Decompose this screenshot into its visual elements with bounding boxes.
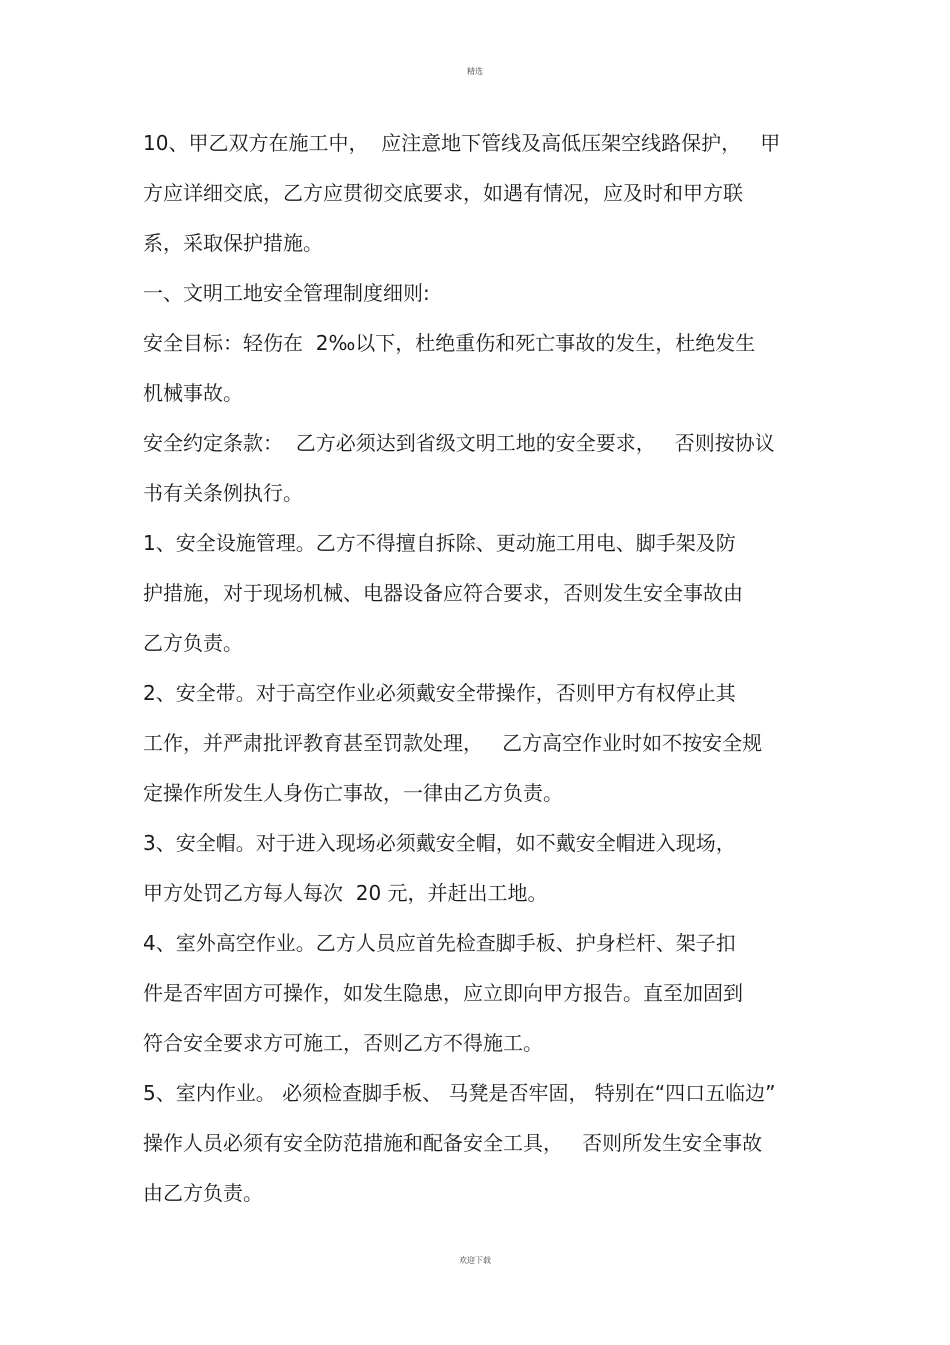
text-line: 件是否牢固方可操作，如发生隐患，应立即向甲方报告。直至加固到 <box>143 981 743 1005</box>
text-line: 操作人员必须有安全防范措施和配备安全工具， 否则所发生安全事故 <box>143 1131 763 1155</box>
text-line: 安全约定条款： 乙方必须达到省级文明工地的安全要求， 否则按协议 <box>143 431 775 455</box>
text-line: 3、安全帽。对于进入现场必须戴安全帽，如不戴安全帽进入现场， <box>143 831 736 855</box>
text-line: 安全目标：轻伤在 2‰以下，杜绝重伤和死亡事故的发生，杜绝发生 <box>143 331 756 355</box>
text-line: 机械事故。 <box>143 381 243 405</box>
section-heading: 一、文明工地安全管理制度细则: <box>143 281 430 305</box>
text-line: 书有关条例执行。 <box>143 481 303 505</box>
page-header: 精选 <box>467 67 483 76</box>
text-line: 乙方负责。 <box>143 631 243 655</box>
text-line: 方应详细交底，乙方应贯彻交底要求，如遇有情况，应及时和甲方联 <box>143 181 743 205</box>
text-line: 工作，并严肃批评教育甚至罚款处理， 乙方高空作业时如不按安全规 <box>143 731 763 755</box>
text-line: 甲方处罚乙方每人每次 20 元，并赶出工地。 <box>143 881 548 905</box>
text-line: 4、室外高空作业。乙方人员应首先检查脚手板、护身栏杆、架子扣 <box>143 931 736 955</box>
text-line: 护措施，对于现场机械、电器设备应符合要求，否则发生安全事故由 <box>143 581 743 605</box>
text-line: 1、安全设施管理。乙方不得擅自拆除、更动施工用电、脚手架及防 <box>143 531 736 555</box>
text-line: 2、安全带。对于高空作业必须戴安全带操作，否则甲方有权停止其 <box>143 681 736 705</box>
text-line: 系，采取保护措施。 <box>143 231 323 255</box>
text-line: 10、甲乙双方在施工中， 应注意地下管线及高低压架空线路保护， 甲 <box>143 131 781 155</box>
text-line: 由乙方负责。 <box>143 1181 263 1205</box>
page-footer: 欢迎下载 <box>459 1256 491 1265</box>
text-line: 5、室内作业。 必须检查脚手板、 马凳是否牢固， 特别在“四口五临边” <box>143 1081 776 1105</box>
text-line: 定操作所发生人身伤亡事故，一律由乙方负责。 <box>143 781 563 805</box>
text-line: 符合安全要求方可施工，否则乙方不得施工。 <box>143 1031 543 1055</box>
